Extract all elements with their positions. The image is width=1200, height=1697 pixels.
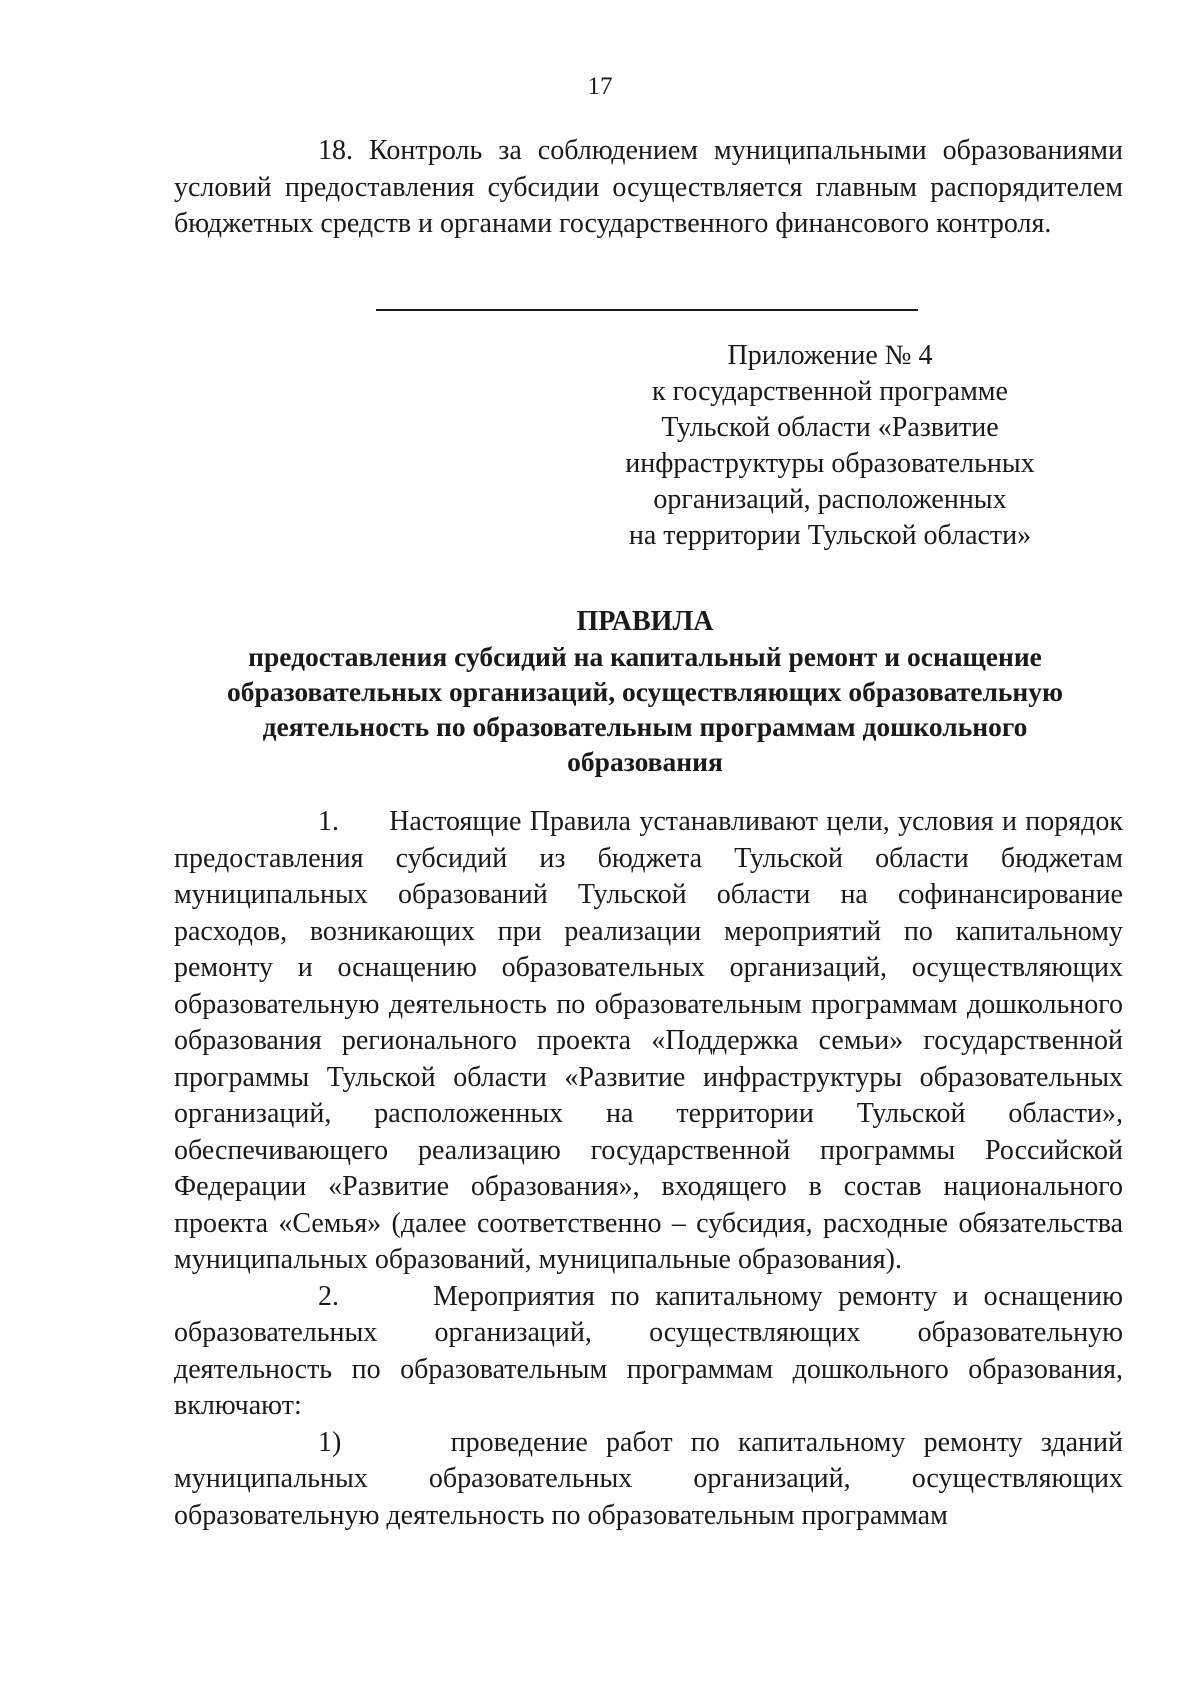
annex-line: Тульской области «Развитие xyxy=(661,412,999,443)
title-subtitle-line: образования xyxy=(567,746,723,777)
paragraph-text: Настоящие Правила устанавливают цели, условия и порядок предоставления субсидий из бюджета Тульской области бюджетам муниципальных образований Тульской области на софинансирование расходов, возникающих при реализации мероприятий по капитальному ремонту и оснащению образовательных организаций, осуществляющих образовательную деятельность по образовательным программам дошкольного образования регионального проекта «Поддержка семьи» государственной программы Тульской области «Развитие инфраструктуры образовательных организаций, расположенных на территории Тульской области», обеспечивающего реализацию государственной программы Российской Федерации «Развитие образования», входящего в состав национального проекта «Семья» (далее соответственно – субсидия, расходные обязательства муниципальных образований, муниципальные образования). xyxy=(174,806,1123,1275)
annex-header xyxy=(580,338,1080,554)
paragraph-text: Контроль за соблюдением муниципальными образованиями условий предоставления субсидии осуществляется главным распорядителем бюджетных средств и органами государственного финансового контроля. xyxy=(174,135,1124,239)
annex-line: Приложение № 4 xyxy=(727,340,933,371)
paragraph xyxy=(174,804,1123,1279)
title-subtitle-line: предоставления субсидий на капитальный ремонт и оснащение xyxy=(248,641,1042,672)
paragraph xyxy=(174,133,1123,243)
paragraph-number: 18. xyxy=(318,135,353,166)
document-title xyxy=(150,604,1140,779)
annex-line: инфраструктуры образовательных xyxy=(625,448,1035,479)
paragraph-number: 2. xyxy=(318,1280,339,1312)
paragraph-number: 1. xyxy=(318,806,339,837)
section-divider xyxy=(376,309,918,311)
rules-body xyxy=(174,804,1123,1534)
annex-line: на территории Тульской области» xyxy=(628,520,1032,551)
paragraph xyxy=(174,1425,1123,1535)
title-main: ПРАВИЛА xyxy=(576,606,714,637)
page-number: 17 xyxy=(587,73,613,100)
annex-line: организаций, расположенных xyxy=(653,484,1007,515)
title-subtitle-line: образовательных организаций, осуществляющих образовательную xyxy=(226,676,1064,707)
annex-line: к государственной программе xyxy=(652,376,1008,407)
paragraph-18 xyxy=(174,133,1123,243)
title-subtitle-line: деятельность по образовательным программам дошкольного xyxy=(262,711,1028,742)
paragraph-number: 1) xyxy=(318,1426,342,1458)
paragraph-text: Мероприятия по капитальному ремонту и оснащению образовательных организаций, осуществляющих образовательную деятельность по образовательным программам дошкольного образования, включают: xyxy=(174,1280,1124,1421)
paragraph xyxy=(174,1279,1123,1425)
paragraph-text: проведение работ по капитальному ремонту зданий муниципальных образовательных организаций, осуществляющих образовательную деятельность по образовательным программам xyxy=(174,1426,1124,1531)
